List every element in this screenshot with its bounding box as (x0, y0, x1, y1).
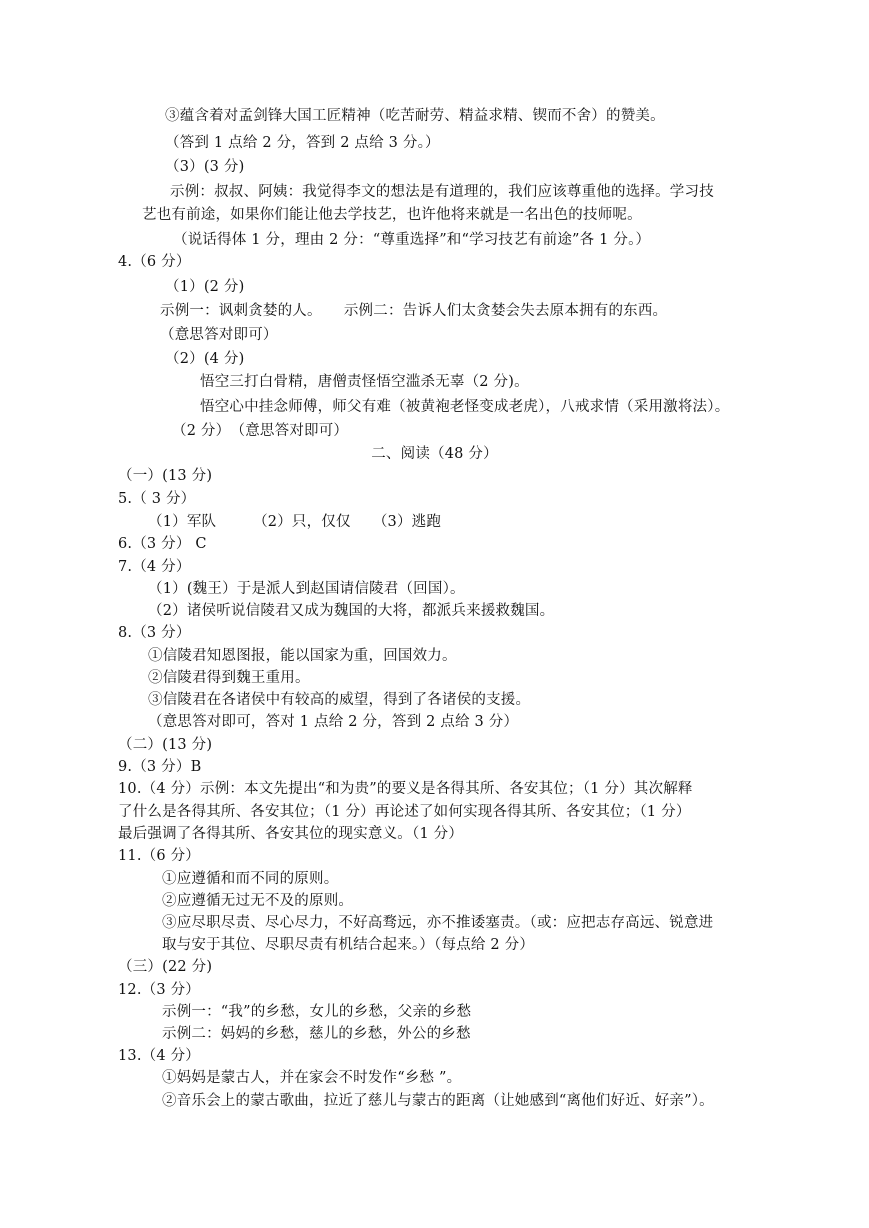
section-heading: 13.（4 分） (118, 1048, 200, 1064)
text-line: ②音乐会上的蒙古歌曲，拉近了慈儿与蒙古的距离（让她感到“离他们好近、好亲”）。 (162, 1093, 714, 1109)
text-line: （2）诸侯听说信陵君又成为魏国的大将，都派兵来援救魏国。 (148, 603, 555, 619)
text-line: （2 分） （意思答对即可） (172, 423, 349, 439)
text-line: （2）(4 分) (165, 351, 245, 367)
text-line: ①应遵循和而不同的原则。 (162, 871, 339, 887)
section-heading: （二）(13 分) (118, 737, 213, 753)
text-line: （说话得体 1 分，理由 2 分：“尊重选择”和“学习技艺有前途”各 1 分。） (173, 232, 651, 248)
text-line: （答到 1 点给 2 分，答到 2 点给 3 分。） (165, 135, 440, 151)
section-heading: 7.（4 分） (118, 559, 191, 575)
text-line: ①信陵君知恩图报，能以国家为重，回国效力。 (148, 648, 457, 664)
text-line: （意思答对即可，答对 1 点给 2 分，答到 2 点给 3 分） (148, 714, 519, 730)
text-line: （意思答对即可） (160, 327, 278, 343)
text-line: （1）(魏王）于是派人到赵国请信陵君（回国）。 (148, 581, 465, 597)
section-heading: 9.（3 分）B (118, 759, 202, 775)
text-line: ③信陵君在各诸侯中有较高的威望，得到了各诸侯的支援。 (148, 692, 531, 708)
section-heading: （三）(22 分) (118, 959, 213, 975)
text-line: 艺也有前途，如果你们能让他去学技艺，也许他将来就是一名出色的技师呢。 (142, 207, 642, 223)
text-line: （1）军队 （2）只，仅仅 （3）逃跑 (148, 514, 442, 530)
section-heading: 12.（3 分） (118, 982, 200, 998)
text-line: 示例一：“我”的乡愁，女儿的乡愁，父亲的乡愁 (162, 1004, 472, 1020)
text-line: ②信陵君得到魏王重用。 (148, 670, 310, 686)
text-line: 了什么是各得其所、各安其位；（1 分）再论述了如何实现各得其所、各安其位；（1 分） (118, 804, 691, 820)
text-line: 取与安于其位、尽职尽责有机结合起来。）（每点给 2 分） (162, 937, 535, 953)
section-heading: 4.（6 分） (118, 254, 191, 270)
text-line: （3）(3 分) (165, 159, 245, 175)
text-line: 示例二：妈妈的乡愁，慈儿的乡愁，外公的乡愁 (162, 1026, 471, 1042)
text-line: 最后强调了各得其所、各安其位的现实意义。（1 分） (118, 826, 464, 842)
text-line: （1）(2 分) (165, 279, 245, 295)
section-heading: 6.（3 分） C (118, 536, 207, 552)
text-line: ①妈妈是蒙古人，并在家会不时发作“乡愁 ”。 (162, 1070, 462, 1086)
section-heading: 5.（ 3 分） (118, 491, 196, 507)
text-line: 悟空心中挂念师傅，师父有难（被黄袍老怪变成老虎），八戒求情（采用激将法）。 (200, 399, 730, 415)
text-line: ③蕴含着对孟剑锋大国工匠精神（吃苦耐劳、精益求精、锲而不舍）的赞美。 (165, 108, 665, 124)
section-heading: 11.（6 分） (118, 848, 200, 864)
text-line: 10.（4 分）示例：本文先提出“和为贵”的要义是各得其所、各安其位；（1 分）其次解释 (118, 781, 693, 797)
section-heading: 8.（3 分） (118, 625, 191, 641)
part-title: 二、阅读（48 分） (371, 446, 498, 462)
text-line: 悟空三打白骨精，唐僧责怪悟空滥杀无辜（2 分)。 (200, 374, 529, 390)
text-line: ②应遵循无过无不及的原则。 (162, 893, 354, 909)
section-heading: （一）(13 分) (118, 468, 213, 484)
text-line: 示例：叔叔、阿姨：我觉得李文的想法是有道理的，我们应该尊重他的选择。学习技 (170, 184, 714, 200)
text-line: ③应尽职尽责、尽心尽力，不好高骛远，亦不推诿塞责。（或：应把志存高远、锐意进 (162, 915, 714, 931)
text-line: 示例一：讽刺贪婪的人。 示例二：告诉人们太贪婪会失去原本拥有的东西。 (160, 303, 668, 319)
